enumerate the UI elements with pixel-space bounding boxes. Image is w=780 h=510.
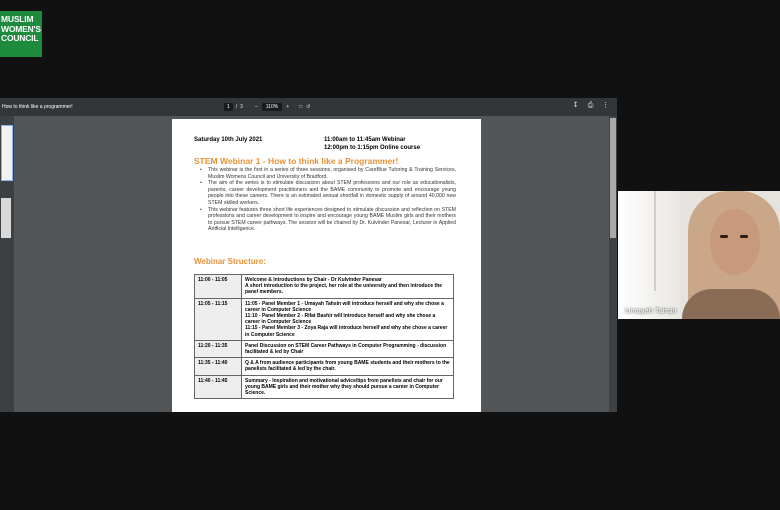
page-indicator [224, 102, 243, 111]
table-row [195, 275, 454, 299]
video-person-eye [720, 235, 728, 238]
video-background-shelf [618, 191, 656, 291]
schedule-time: 11:00 - 11:05 [195, 275, 242, 299]
muslim-womens-council-logo [0, 11, 42, 57]
table-row [195, 358, 454, 375]
print-icon[interactable]: ⎙ [587, 102, 594, 109]
video-person-body [682, 289, 780, 319]
fit-page-icon[interactable]: □ [299, 103, 303, 110]
schedule-time: 11:35 - 11:40 [195, 358, 242, 375]
participant-name: Umayah Tahsin [625, 306, 677, 315]
video-person-eye [740, 235, 748, 238]
thumbnail-sidebar [0, 116, 14, 412]
scrollbar-thumb[interactable] [610, 118, 616, 238]
schedule-desc: Welcome & Introductions by Chair - Dr Kulvinder Panesar A short introduction to the project, her role at the university and then introduce the panel members. [242, 275, 454, 299]
page-thumbnail-1[interactable] [1, 125, 13, 181]
document-title: How to think like a programmer! [2, 104, 73, 110]
page-thumbnail-2[interactable] [1, 198, 11, 238]
more-icon[interactable]: ⋮ [602, 102, 609, 109]
bullet-item: • The aim of the series is to stimulate discussion about STEM professions and our role as educationalists, parents, career development practitioners and the BAME community to promote and encourage young people into these careers. There is an estimated annual shortfall in domestic supply of around 40,000 new STEM skilled workers. [200, 180, 456, 206]
zoom-out-button[interactable]: – [255, 103, 258, 110]
structure-heading: Webinar Structure: [194, 257, 266, 266]
table-row [195, 340, 454, 357]
schedule-time: 11:05 - 11:15 [195, 298, 242, 340]
schedule-desc: Summary - Inspiration and motivational advice/tips from panelists and chair for our young BAME girls and their mother why they should pursue a career in Computer Science. [242, 375, 454, 399]
participant-video-tile[interactable] [618, 191, 780, 319]
schedule-time: 11:40 - 11:45 [195, 375, 242, 399]
intro-bullets [200, 167, 456, 233]
schedule-table [194, 274, 454, 399]
webinar-heading: STEM Webinar 1 - How to think like a Programmer! [194, 156, 399, 166]
event-time-course: 12:00pm to 1:15pm Online course [324, 145, 421, 151]
schedule-desc: Q & A from audience participants from young BAME students and their mothers to the panelists facilitated & led by the chair. [242, 358, 454, 375]
schedule-desc: 11:05 - Panel Member 1 - Umayah Tahsin will introduce herself and why she chose a career in Computer Science 11:10 - Panel Member 2 - Rifat Bashir will introduce herself and why she chose a career in Computer Science 11:15 - Panel Member 3 - Zoya Raja will introduce herself and why she chose a career in Computer Science [242, 298, 454, 340]
schedule-desc: Panel Discussion on STEM Career Pathways in Computer Programming - discussion facilitated & led by Chair [242, 340, 454, 357]
video-person-face [710, 209, 760, 275]
event-time-webinar: 11:00am to 11:45am Webinar [324, 137, 406, 143]
zoom-controls [255, 102, 310, 111]
schedule-time: 11:20 - 11:35 [195, 340, 242, 357]
zoom-level-input[interactable]: 110% [262, 103, 282, 111]
download-icon[interactable]: ↧ [572, 102, 579, 109]
document-page [172, 119, 481, 412]
vertical-scrollbar[interactable] [609, 116, 617, 412]
pdf-toolbar [0, 98, 617, 116]
table-row [195, 298, 454, 340]
zoom-in-button[interactable]: + [286, 103, 290, 110]
logo-line-3: COUNCIL [1, 33, 39, 43]
bullet-item: • This webinar is the first in a series of three sessions, organised by CareBlue Tutoring & Training Services, Muslim Womens Council and University of Bradford. [200, 167, 456, 180]
bullet-item: • This webinar features three short life experiences designed to stimulate discussion and reflection on STEM professions and career development to inspire and encourage young BAME Muslim girls and their mothers to pursue STEM career pathways. The session will be chaired by Dr. Kulvinder Panesar, Lecturer in Applied Artificial Intelligence. [200, 207, 456, 233]
event-date: Saturday 10th July 2021 [194, 137, 263, 143]
logo-line-1: MUSLIM [1, 14, 34, 24]
page-number-input[interactable]: 1 [224, 103, 233, 111]
toolbar-actions [572, 101, 609, 110]
table-row [195, 375, 454, 399]
page-total: 3 [240, 103, 243, 110]
logo-line-2: WOMEN'S [1, 23, 41, 34]
rotate-icon[interactable]: ↺ [306, 103, 311, 110]
page-separator: / [235, 103, 238, 110]
